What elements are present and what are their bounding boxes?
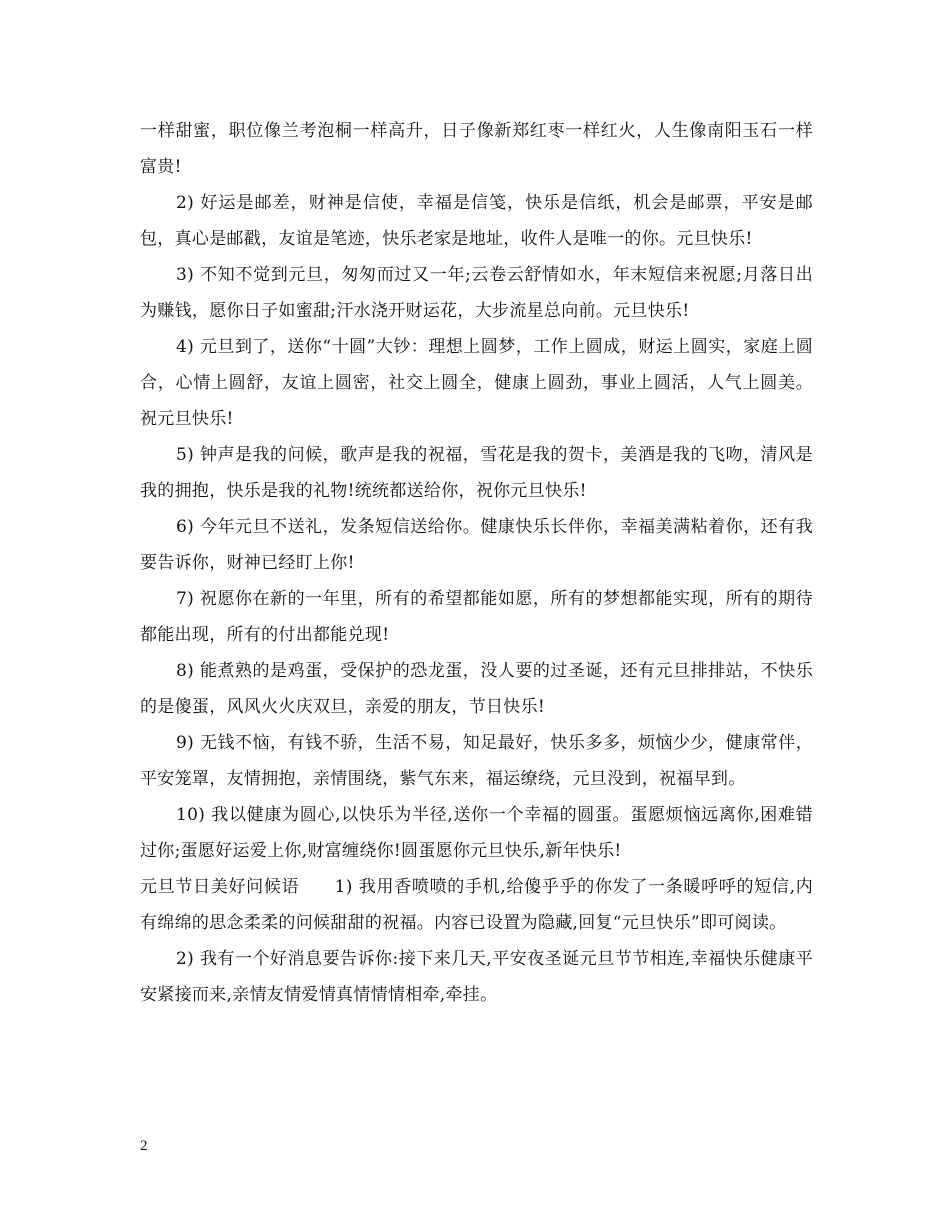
paragraph-item-2: 2) 好运是邮差，财神是信使，幸福是信笺，快乐是信纸，机会是邮票，平安是邮包，真心是邮戳，友谊是笔迹，快乐老家是地址，收件人是唯一的你。元旦快乐!	[140, 193, 813, 249]
document-body	[140, 113, 813, 1013]
paragraph-item-10: 10) 我以健康为圆心,以快乐为半径,送你一个幸福的圆蛋。蛋愿烦恼远离你,困难错过你;蛋愿好运爱上你,财富缠绕你!圆蛋愿你元旦快乐,新年快乐!	[140, 805, 813, 861]
paragraph-section-item-2: 2) 我有一个好消息要告诉你:接下来几天,平安夜圣诞元旦节节相连,幸福快乐健康平安紧接而来,亲情友情爱情真情情情相牵,牵挂。	[140, 949, 813, 1005]
paragraph-continuation: 一样甜蜜，职位像兰考泡桐一样高升，日子像新郑红枣一样红火，人生像南阳玉石一样富贵!	[140, 121, 813, 177]
paragraph-item-4: 4) 元旦到了，送你“十圆”大钞：理想上圆梦，工作上圆成，财运上圆实，家庭上圆合，心情上圆舒，友谊上圆密，社交上圆全，健康上圆劲，事业上圆活，人气上圆美。祝元旦快乐!	[140, 337, 813, 429]
paragraph-item-7: 7) 祝愿你在新的一年里，所有的希望都能如愿，所有的梦想都能实现，所有的期待都能出现，所有的付出都能兑现!	[140, 589, 813, 645]
paragraph-item-3: 3) 不知不觉到元旦，匆匆而过又一年;云卷云舒情如水，年末短信来祝愿;月落日出为赚钱，愿你日子如蜜甜;汗水浇开财运花，大步流星总向前。元旦快乐!	[140, 265, 813, 321]
paragraph-item-8: 8) 能煮熟的是鸡蛋，受保护的恐龙蛋，没人要的过圣诞，还有元旦排排站，不快乐的是傻蛋，风风火火庆双旦，亲爱的朋友，节日快乐!	[140, 661, 813, 717]
paragraph-item-9: 9) 无钱不恼，有钱不骄，生活不易，知足最好，快乐多多，烦恼少少，健康常伴，平安笼罩，友情拥抱，亲情围绕，紫气东来，福运缭绕，元旦没到，祝福早到。	[140, 733, 813, 789]
page-number: 2	[140, 1138, 148, 1154]
paragraph-item-6: 6) 今年元旦不送礼，发条短信送给你。健康快乐长伴你，幸福美满粘着你，还有我要告诉你，财神已经盯上你!	[140, 517, 813, 573]
paragraph-item-5: 5) 钟声是我的问候，歌声是我的祝福，雪花是我的贺卡，美酒是我的飞吻，清风是我的拥抱，快乐是我的礼物!统统都送给你，祝你元旦快乐!	[140, 445, 813, 501]
section-heading-paragraph: 元旦节日美好问候语 1) 我用香喷喷的手机,给傻乎乎的你发了一条暖呼呼的短信,内有绵绵的思念柔柔的问候甜甜的祝福。内容已设置为隐藏,回复“元旦快乐”即可阅读。	[140, 877, 813, 933]
